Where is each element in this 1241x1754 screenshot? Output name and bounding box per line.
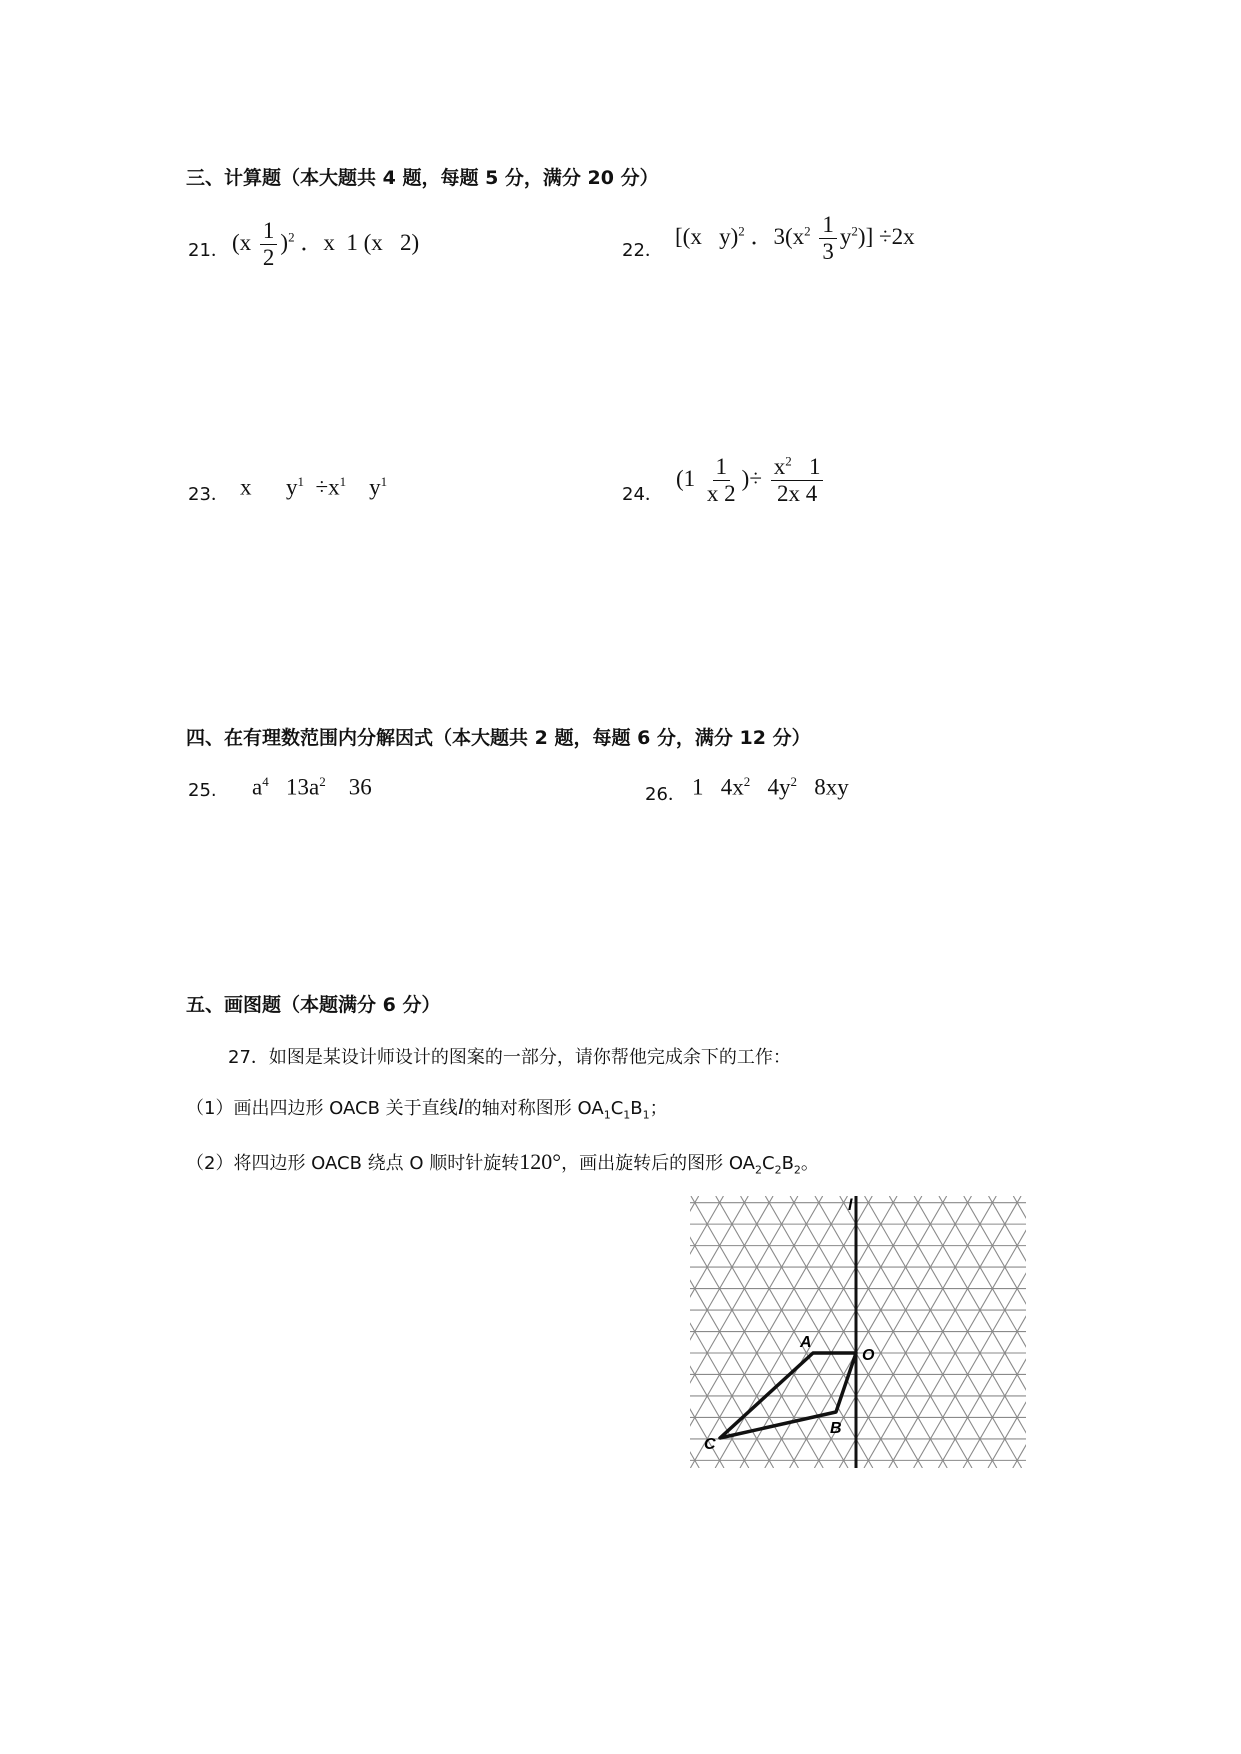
question-25-number: 25. [188,780,217,801]
question-21-number: 21． [188,240,229,261]
question-27-part-1: （1）画出四边形 OACB 关于直线l的轴对称图形 $OA_1C_1B_1$； [186,1094,668,1122]
question-23-expression: x $y^1 \div x^1$ $y^1$ [240,474,388,500]
section-5-heading: 五、画图题（本题满分 6 分） [186,994,441,1016]
triangular-grid-figure [690,1196,1026,1468]
label-l: l [848,1197,853,1214]
label-c: C [704,1436,716,1453]
question-24-number: 24． [622,484,663,505]
label-a: A [800,1334,812,1351]
label-o: O [862,1347,875,1364]
section-3-heading: 三、计算题（本大题共 4 题，每题 5 分，满分 20 分） [186,167,659,189]
question-22-expression: [(x y)$^2$ ．$3(x^2$ $\frac{1}{3}$ $y^2)] \div 2x$ [675,212,915,265]
question-23-number: 23． [188,484,229,505]
question-26-expression: 1 $4x^2$ $4y^2$ 8xy [692,774,849,800]
question-26-number: 26． [645,784,686,805]
question-25-expression: $a^4$ $13a^2$ 36 [252,774,372,800]
question-22-number: 22． [622,240,663,261]
question-27-part-2: （2）将四边形 OACB 绕点 O 顺时针旋转120°，画出旋转后的图形 $OA_2C_2B_2$。 [186,1149,819,1177]
question-21-expression: (x $\frac{1}{2}$ )$^2$ ．x 1 (x 2) [232,218,420,271]
section-4-heading: 四、在有理数范围内分解因式（本大题共 2 题，每题 6 分，满分 12 分） [186,727,811,749]
label-b: B [830,1420,842,1437]
question-24-expression: (1 $\frac{1}{x 2}$ )÷ $\frac{x^2 1}{2x 4}$ [676,454,826,508]
question-27-text: 27．如图是某设计师设计的图案的一部分，请你帮他完成余下的工作： [228,1047,791,1068]
triangular-grid [690,1196,1026,1468]
